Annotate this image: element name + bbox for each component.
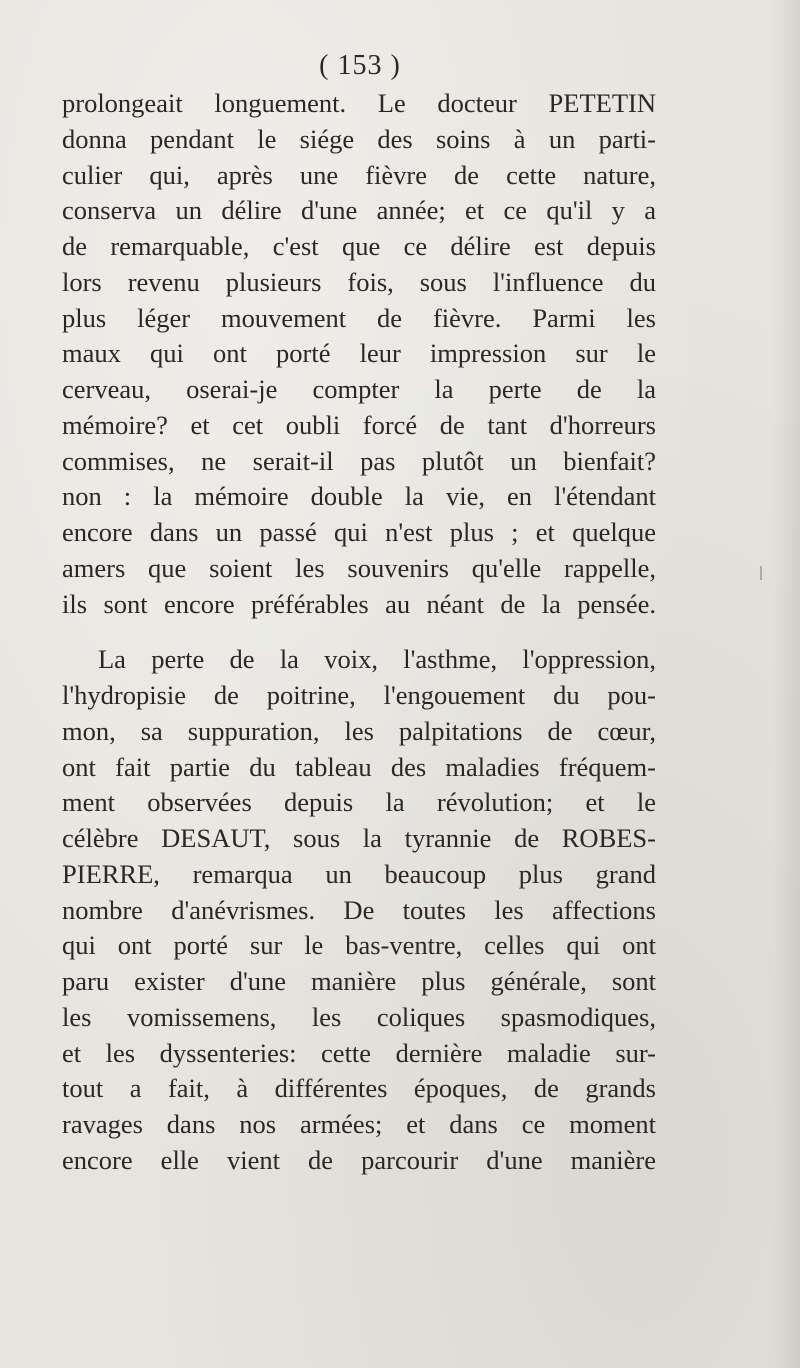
text-line: encore elle vient de parcourir d'une manière (62, 1144, 656, 1175)
text-line: encore dans un passé qui n'est plus ; et quelque (62, 517, 656, 547)
text-line: commises, ne serait-il pas plutôt un bienfait? (62, 445, 656, 476)
text-line: mémoire? et cet oubli forcé de tant d'horreurs (62, 409, 656, 440)
ink-mark (760, 566, 762, 580)
text-line: les vomissemens, les coliques spasmodiques, (62, 1001, 656, 1032)
text-line: PIERRE, remarqua un beaucoup plus grand (62, 858, 656, 889)
text-line: ont fait partie du tableau des maladies fréquem- (62, 751, 656, 782)
text-line: tout a fait, à différentes époques, de grands (62, 1073, 656, 1104)
text-line: culier qui, après une fièvre de cette nature, (62, 159, 656, 190)
text-line: paru exister d'une manière plus générale, sont (62, 966, 656, 996)
text-line: donna pendant le siége des soins à un parti- (62, 123, 656, 154)
text-line: maux qui ont porté leur impression sur le (62, 338, 656, 369)
page-edge-shadow (772, 0, 800, 1368)
text-line: qui ont porté sur le bas-ventre, celles qui ont (62, 930, 656, 961)
text-line: ils sont encore préférables au néant de la pensée. (62, 588, 656, 619)
paragraph-gap (62, 622, 656, 642)
paragraph-1 (62, 86, 656, 622)
text-line: La perte de la voix, l'asthme, l'oppression, (98, 644, 656, 675)
text-line: de remarquable, c'est que ce délire est depuis (62, 231, 656, 261)
page-number: ( 153 ) (319, 50, 401, 81)
text-line: cerveau, oserai-je compter la perte de la (62, 374, 656, 404)
text-line: célèbre DESAUT, sous la tyrannie de ROBES- (62, 823, 656, 853)
text-line: ravages dans nos armées; et dans ce moment (62, 1109, 656, 1139)
paragraph-2 (62, 642, 656, 1178)
text-line: et les dyssenteries: cette dernière maladie sur- (62, 1037, 656, 1068)
text-line: lors revenu plusieurs fois, sous l'influence du (62, 266, 656, 297)
text-line: nombre d'anévrismes. De toutes les affections (62, 894, 656, 925)
body-text (62, 86, 656, 1179)
text-line: ment observées depuis la révolution; et le (62, 787, 656, 818)
text-line: amers que soient les souvenirs qu'elle rappelle, (62, 552, 656, 583)
text-line: l'hydropisie de poitrine, l'engouement du pou- (62, 680, 656, 710)
text-line: non : la mémoire double la vie, en l'étendant (62, 481, 656, 512)
text-line: conserva un délire d'une année; et ce qu'il y a (62, 195, 656, 226)
text-line: plus léger mouvement de fièvre. Parmi les (62, 302, 656, 333)
text-line: prolongeait longuement. Le docteur PETETIN (62, 88, 656, 118)
text-line: mon, sa suppuration, les palpitations de cœur, (62, 715, 656, 746)
